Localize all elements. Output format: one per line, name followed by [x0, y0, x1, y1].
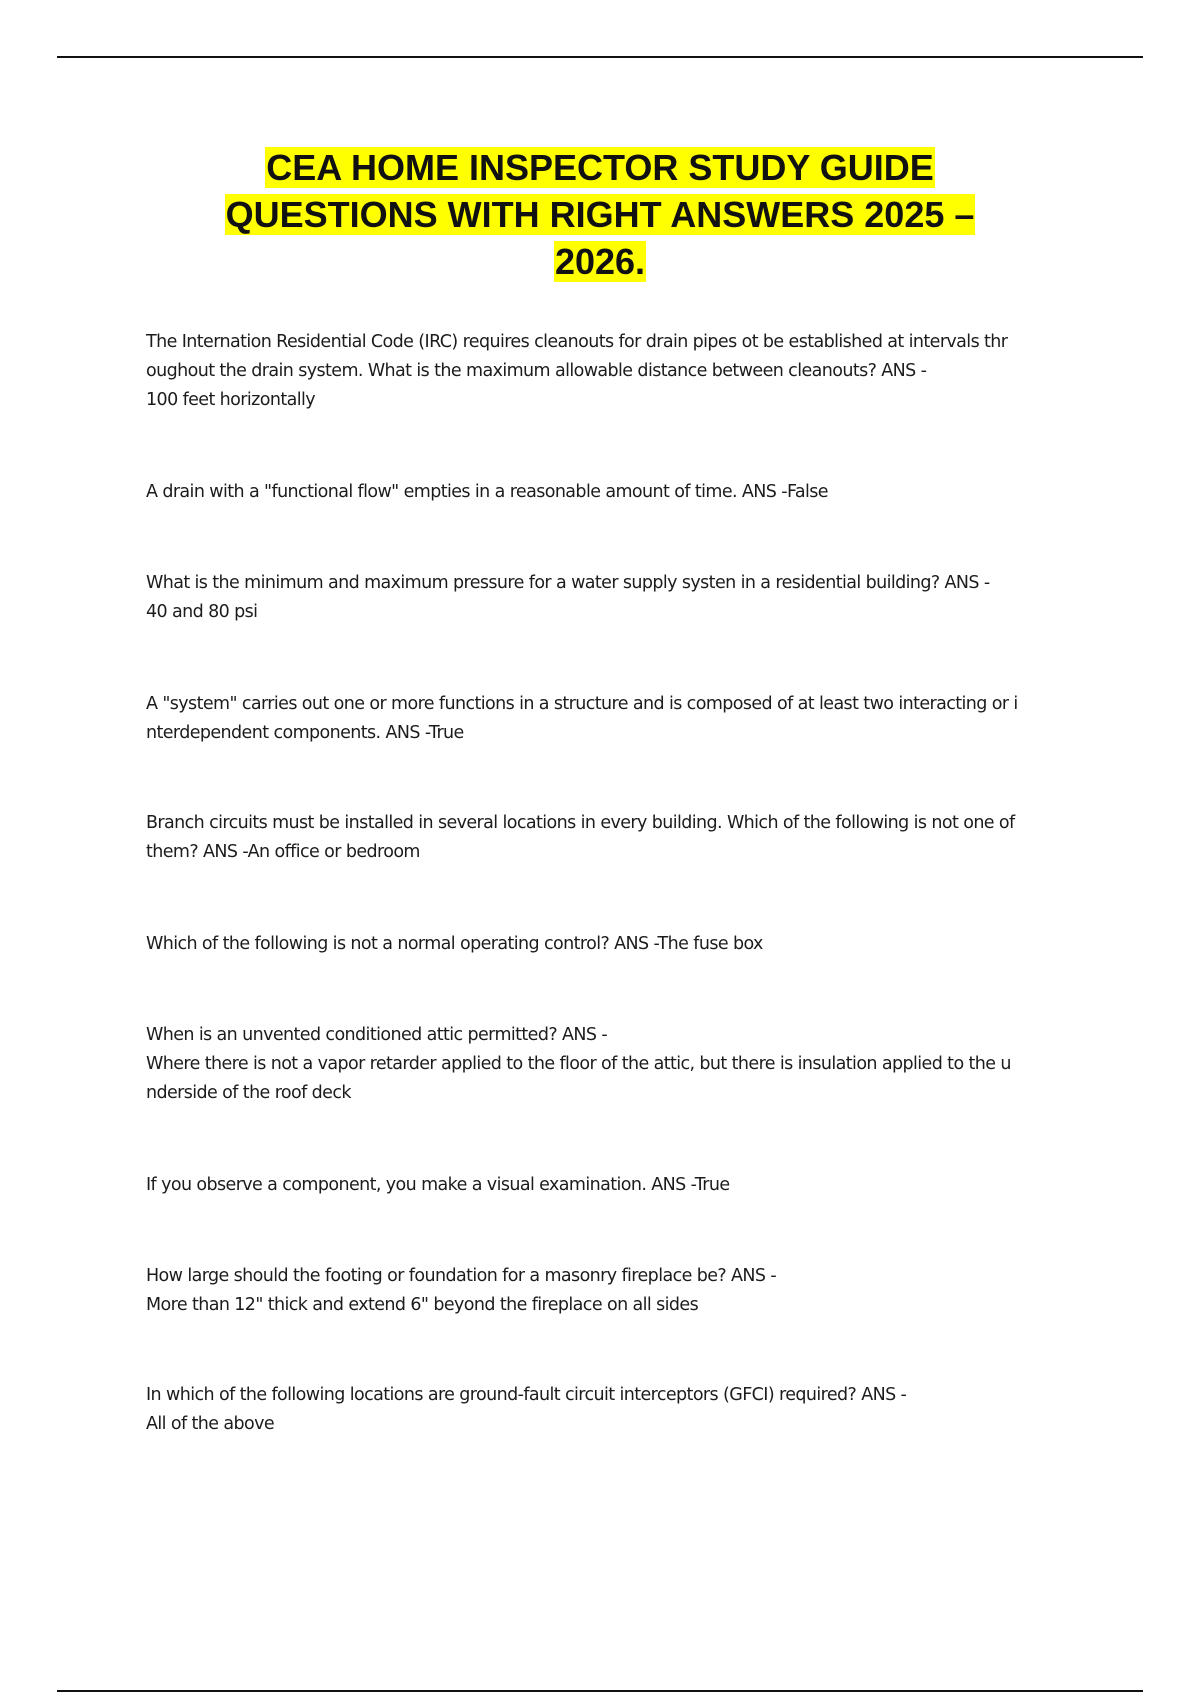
title-line: 2026.	[554, 241, 646, 282]
document-title	[100, 144, 1100, 285]
entry-line: A "system" carries out one or more functions in a structure and is composed of at least two interacting or i	[146, 694, 1018, 714]
entry-line: A drain with a "functional flow" empties in a reasonable amount of time. ANS -False	[146, 482, 828, 502]
entry-line: The Internation Residential Code (IRC) requires cleanouts for drain pipes ot be established at intervals thr	[146, 332, 1008, 352]
entry-line: Which of the following is not a normal operating control? ANS -The fuse box	[146, 934, 763, 954]
question-answer-entry	[146, 1381, 1091, 1439]
question-answer-entry	[146, 328, 1091, 415]
question-answer-entry	[146, 1021, 1091, 1108]
question-answer-entry	[146, 1262, 1091, 1320]
question-answer-entry	[146, 1171, 1091, 1200]
entry-line: 100 feet horizontally	[146, 390, 315, 410]
question-answer-entry	[146, 930, 1091, 959]
question-answer-entry	[146, 478, 1091, 507]
question-answer-entry	[146, 690, 1091, 748]
title-line: CEA HOME INSPECTOR STUDY GUIDE	[266, 147, 934, 188]
entry-line: oughout the drain system. What is the maximum allowable distance between cleanouts? ANS -	[146, 361, 927, 381]
entry-line: What is the minimum and maximum pressure for a water supply systen in a residential building? ANS -	[146, 573, 990, 593]
entry-line: All of the above	[146, 1414, 275, 1434]
top-rule	[57, 56, 1143, 58]
entry-line: nterdependent components. ANS -True	[146, 723, 464, 743]
entry-line: Where there is not a vapor retarder applied to the floor of the attic, but there is insulation applied to the u	[146, 1054, 1011, 1074]
entry-line: More than 12" thick and extend 6" beyond the fireplace on all sides	[146, 1295, 699, 1315]
entry-line: them? ANS -An office or bedroom	[146, 842, 420, 862]
bottom-rule	[57, 1690, 1143, 1692]
entry-line: How large should the footing or foundation for a masonry fireplace be? ANS -	[146, 1266, 777, 1286]
entry-line: In which of the following locations are ground-fault circuit interceptors (GFCI) required? ANS -	[146, 1385, 907, 1405]
entry-line: If you observe a component, you make a visual examination. ANS -True	[146, 1175, 730, 1195]
entry-line: nderside of the roof deck	[146, 1083, 351, 1103]
entry-line: Branch circuits must be installed in several locations in every building. Which of the following is not one of	[146, 813, 1015, 833]
entry-line: 40 and 80 psi	[146, 602, 258, 622]
entry-line: When is an unvented conditioned attic permitted? ANS -	[146, 1025, 608, 1045]
question-answer-entry	[146, 569, 1091, 627]
question-answer-entry	[146, 809, 1091, 867]
title-line: QUESTIONS WITH RIGHT ANSWERS 2025 –	[225, 194, 975, 235]
